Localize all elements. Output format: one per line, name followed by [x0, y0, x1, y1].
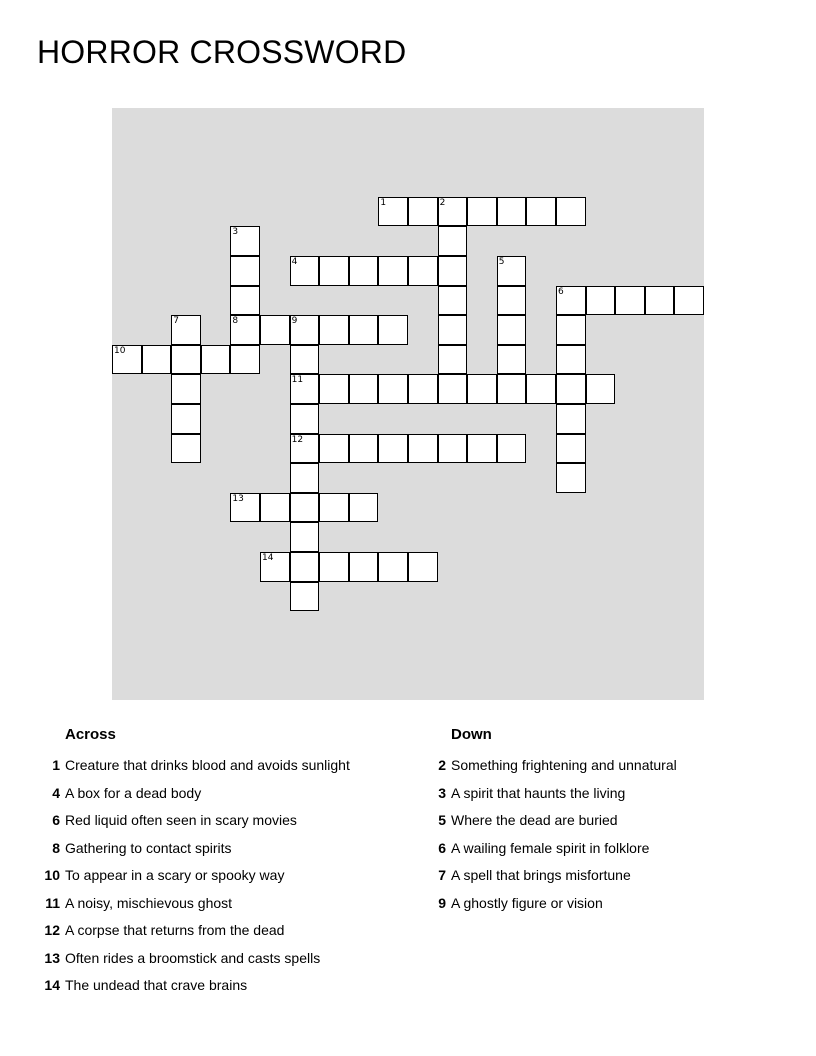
grid-cell[interactable]	[171, 315, 201, 345]
grid-cell[interactable]	[497, 256, 527, 286]
grid-cell[interactable]	[556, 463, 586, 493]
grid-cell[interactable]	[378, 315, 408, 345]
clue-number: 7	[438, 867, 446, 883]
grid-cell[interactable]	[408, 256, 438, 286]
cell-number: 14	[262, 553, 274, 563]
clue-text: A noisy, mischievous ghost	[65, 894, 233, 911]
grid-cell[interactable]	[497, 197, 527, 227]
grid-cell[interactable]	[290, 345, 320, 375]
grid-cell[interactable]	[438, 286, 468, 316]
clue-number: 6	[52, 812, 60, 828]
clue-text: Red liquid often seen in scary movies	[65, 812, 297, 828]
clue-number: 11	[45, 894, 60, 911]
grid-cell[interactable]	[230, 345, 260, 375]
grid-cell[interactable]	[290, 552, 320, 582]
clue-text: Gathering to contact spirits	[65, 839, 232, 856]
grid-cell[interactable]	[290, 582, 320, 612]
clue-text: A corpse that returns from the dead	[65, 922, 285, 938]
clue-number: 3	[438, 784, 446, 801]
across-clue	[30, 974, 410, 1002]
grid-cell[interactable]	[349, 434, 379, 464]
grid-cell[interactable]	[319, 374, 349, 404]
grid-cell[interactable]	[378, 256, 408, 286]
down-clue	[416, 864, 796, 892]
grid-cell[interactable]	[378, 552, 408, 582]
grid-cell[interactable]	[586, 374, 616, 404]
grid-cell[interactable]	[467, 197, 497, 227]
grid-cell[interactable]	[171, 345, 201, 375]
grid-cell[interactable]	[349, 552, 379, 582]
down-clue	[416, 837, 796, 865]
cell-number: 8	[232, 316, 239, 327]
grid-cell[interactable]	[290, 374, 320, 404]
grid-cell[interactable]	[556, 345, 586, 375]
grid-cell[interactable]	[230, 256, 260, 286]
across-clue	[30, 782, 410, 810]
grid-cell[interactable]	[556, 374, 586, 404]
grid-cell[interactable]	[556, 315, 586, 345]
clue-number: 12	[44, 922, 60, 938]
grid-cell[interactable]	[290, 256, 320, 286]
grid-cell[interactable]	[438, 197, 468, 227]
grid-cell[interactable]	[290, 463, 320, 493]
grid-cell[interactable]	[556, 286, 586, 316]
grid-cell[interactable]	[230, 315, 260, 345]
grid-cell[interactable]	[497, 434, 527, 464]
grid-cell[interactable]	[378, 197, 408, 227]
crossword-grid	[112, 108, 704, 700]
grid-cell[interactable]	[142, 345, 172, 375]
grid-cell[interactable]	[467, 434, 497, 464]
cell-number: 4	[291, 257, 298, 267]
grid-cell[interactable]	[349, 374, 379, 404]
across-clue	[30, 892, 410, 920]
grid-cell[interactable]	[645, 286, 675, 316]
grid-cell[interactable]	[438, 226, 468, 256]
grid-cell[interactable]	[408, 374, 438, 404]
page-title: HORROR CROSSWORD	[37, 34, 407, 70]
grid-cell[interactable]	[290, 434, 320, 464]
grid-cell[interactable]	[290, 404, 320, 434]
grid-cell[interactable]	[171, 374, 201, 404]
grid-cell[interactable]	[438, 434, 468, 464]
grid-cell[interactable]	[290, 493, 320, 523]
down-clues	[416, 724, 796, 919]
clue-text: The undead that crave brains	[65, 977, 248, 993]
across-clue	[30, 754, 410, 782]
grid-cell[interactable]	[586, 286, 616, 316]
grid-cell[interactable]	[171, 434, 201, 464]
clue-text: Something frightening and unnatural	[451, 757, 677, 773]
down-heading: Down	[451, 726, 492, 743]
down-clue	[416, 754, 796, 782]
grid-cell[interactable]	[438, 315, 468, 345]
clue-number: 2	[438, 757, 446, 773]
grid-cell[interactable]	[260, 552, 290, 582]
clue-number: 1	[52, 757, 60, 773]
cell-number: 10	[114, 345, 126, 356]
down-clue	[416, 809, 796, 837]
across-clue	[30, 919, 410, 947]
grid-cell[interactable]	[467, 374, 497, 404]
grid-cell[interactable]	[319, 256, 349, 286]
grid-cell[interactable]	[556, 404, 586, 434]
grid-cell[interactable]	[526, 197, 556, 227]
down-clue	[416, 892, 796, 920]
grid-cell[interactable]	[201, 345, 231, 375]
grid-cell[interactable]	[408, 434, 438, 464]
cell-number: 12	[291, 434, 304, 445]
clue-text: Creature that drinks blood and avoids sunlight	[65, 757, 350, 773]
across-clue	[30, 947, 410, 975]
grid-cell[interactable]	[378, 434, 408, 464]
grid-cell[interactable]	[556, 197, 586, 227]
down-clue-list	[416, 754, 796, 919]
grid-cell[interactable]	[290, 315, 320, 345]
clue-text: A box for a dead body	[65, 784, 202, 801]
clue-number: 13	[44, 949, 60, 966]
grid-cell[interactable]	[319, 315, 349, 345]
grid-cell[interactable]	[319, 434, 349, 464]
across-heading: Across	[65, 726, 116, 743]
grid-cell[interactable]	[319, 493, 349, 523]
clue-text: Often rides a broomstick and casts spells	[65, 949, 321, 966]
grid-cell[interactable]	[230, 286, 260, 316]
cell-number: 5	[498, 257, 505, 267]
grid-cell[interactable]	[230, 493, 260, 523]
across-clue	[30, 809, 410, 837]
grid-cell[interactable]	[260, 315, 290, 345]
grid-cell[interactable]	[290, 522, 320, 552]
across-clue-list	[30, 754, 410, 1002]
clue-number: 5	[438, 812, 446, 828]
grid-cell[interactable]	[615, 286, 645, 316]
grid-cell[interactable]	[526, 374, 556, 404]
grid-cell[interactable]	[497, 286, 527, 316]
grid-cell[interactable]	[349, 256, 379, 286]
clue-text: Where the dead are buried	[451, 812, 618, 828]
grid-cell[interactable]	[497, 345, 527, 375]
cell-number: 2	[439, 197, 446, 208]
grid-cell[interactable]	[349, 493, 379, 523]
grid-cell[interactable]	[378, 374, 408, 404]
grid-cell[interactable]	[556, 434, 586, 464]
grid-cell[interactable]	[497, 315, 527, 345]
down-clue	[416, 782, 796, 810]
across-clue	[30, 864, 410, 892]
clue-number: 8	[52, 839, 60, 856]
grid-cell[interactable]	[112, 345, 142, 375]
grid-cell[interactable]	[438, 374, 468, 404]
grid-cell[interactable]	[674, 286, 704, 316]
grid-cell[interactable]	[438, 256, 468, 286]
grid-cell[interactable]	[260, 493, 290, 523]
clue-text: A wailing female spirit in folklore	[451, 839, 650, 856]
cell-number: 13	[232, 493, 244, 504]
cell-number: 6	[558, 286, 564, 297]
clue-number: 4	[52, 784, 60, 801]
grid-cell[interactable]	[349, 315, 379, 345]
cell-number: 7	[173, 316, 179, 327]
clue-text: To appear in a scary or spooky way	[65, 867, 285, 883]
clue-number: 10	[44, 867, 60, 883]
grid-cell[interactable]	[408, 552, 438, 582]
across-clues	[30, 724, 410, 1002]
grid-cell[interactable]	[408, 197, 438, 227]
clue-number: 14	[44, 977, 60, 993]
cell-number: 3	[232, 227, 239, 238]
grid-cell[interactable]	[230, 226, 260, 256]
grid-cell[interactable]	[171, 404, 201, 434]
grid-cell[interactable]	[438, 345, 468, 375]
clue-text: A ghostly figure or vision	[451, 894, 603, 911]
cell-number: 11	[291, 375, 304, 386]
grid-cell[interactable]	[319, 552, 349, 582]
clue-number: 9	[438, 894, 446, 911]
clue-number: 6	[438, 839, 446, 856]
grid-cell[interactable]	[497, 374, 527, 404]
across-clue	[30, 837, 410, 865]
clue-text: A spell that brings misfortune	[451, 867, 631, 883]
clue-text: A spirit that haunts the living	[451, 784, 626, 801]
cell-number: 9	[291, 316, 298, 327]
cell-number: 1	[380, 197, 387, 208]
